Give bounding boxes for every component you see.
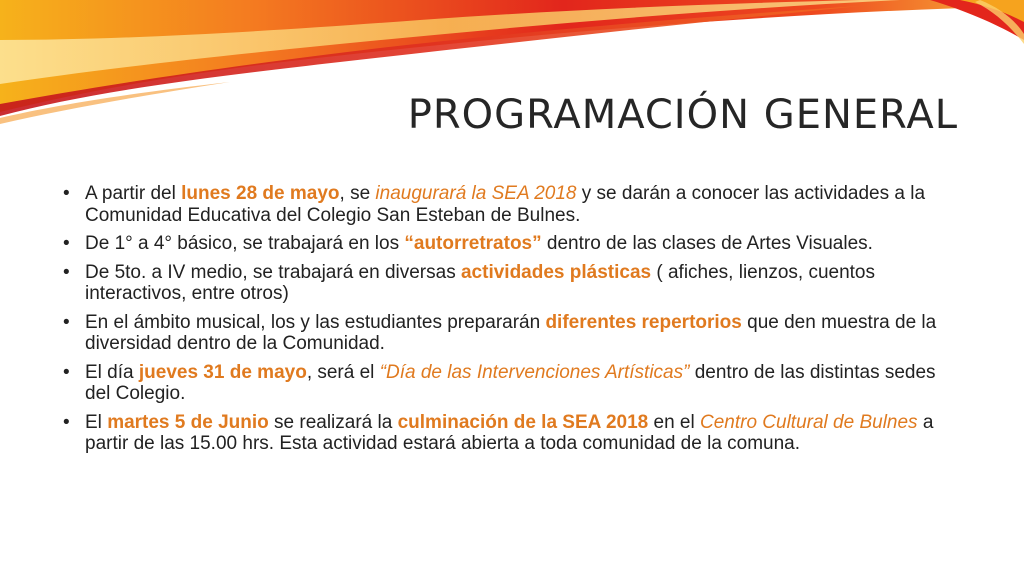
bullet-item	[62, 412, 962, 455]
bullet-text: a partir de las 15.00 hrs. Esta actividad estará abierta a toda comunidad de la comuna.	[85, 411, 934, 454]
bullet-text: El día	[85, 361, 139, 383]
italic-highlight-text: “Día de las Intervenciones Artísticas”	[379, 361, 690, 383]
bullet-text: , se	[339, 183, 376, 204]
bullet-list	[62, 183, 962, 462]
bullet-item	[62, 183, 962, 226]
bullet-text: dentro de las distintas sedes del Colegio.	[85, 361, 936, 404]
bullet-item	[62, 233, 962, 255]
highlight-text: culminación de la SEA 2018	[397, 411, 649, 433]
highlight-text: actividades plásticas	[460, 261, 652, 283]
bullet-item	[62, 312, 962, 355]
bullet-dot-icon: •	[63, 261, 70, 283]
slide-title: PROGRAMACIÓN GENERAL	[407, 92, 958, 138]
bullet-text: en el	[648, 411, 700, 433]
italic-highlight-text: Centro Cultural de Bulnes	[699, 411, 918, 433]
bullet-item	[62, 262, 962, 305]
bullet-text: El	[85, 411, 108, 433]
bullet-text: se realizará la	[268, 411, 398, 433]
bullet-dot-icon: •	[63, 233, 70, 254]
highlight-text: jueves 31 de mayo	[138, 361, 307, 383]
italic-highlight-text: inaugurará la SEA 2018	[375, 183, 577, 204]
highlight-text: lunes 28 de mayo	[181, 183, 340, 204]
highlight-text: martes 5 de Junio	[107, 411, 269, 433]
highlight-text: diferentes repertorios	[545, 311, 742, 333]
bullet-text: y se darán a conocer las actividades a la Comunidad Educativa del Colegio San Esteban de Bulnes.	[85, 183, 926, 226]
bullet-text: ( afiches, lienzos, cuentos interactivos, entre otros)	[85, 261, 875, 304]
bullet-text: que den muestra de la diversidad dentro de la Comunidad.	[85, 311, 937, 354]
bullet-text: , será el	[306, 361, 380, 383]
bullet-item	[62, 362, 962, 405]
bullet-text: dentro de las clases de Artes Visuales.	[541, 233, 873, 254]
bullet-dot-icon: •	[63, 411, 70, 433]
bullet-dot-icon: •	[63, 311, 70, 333]
highlight-text: “autorretratos”	[404, 233, 542, 254]
bullet-dot-icon: •	[63, 361, 70, 383]
bullet-text: De 5to. a IV medio, se trabajará en diversas	[85, 261, 461, 283]
bullet-text: A partir del	[85, 183, 182, 204]
bullet-text: De 1° a 4° básico, se trabajará en los	[85, 233, 405, 254]
bullet-dot-icon: •	[63, 183, 70, 204]
bullet-text: En el ámbito musical, los y las estudiantes prepararán	[85, 311, 546, 333]
